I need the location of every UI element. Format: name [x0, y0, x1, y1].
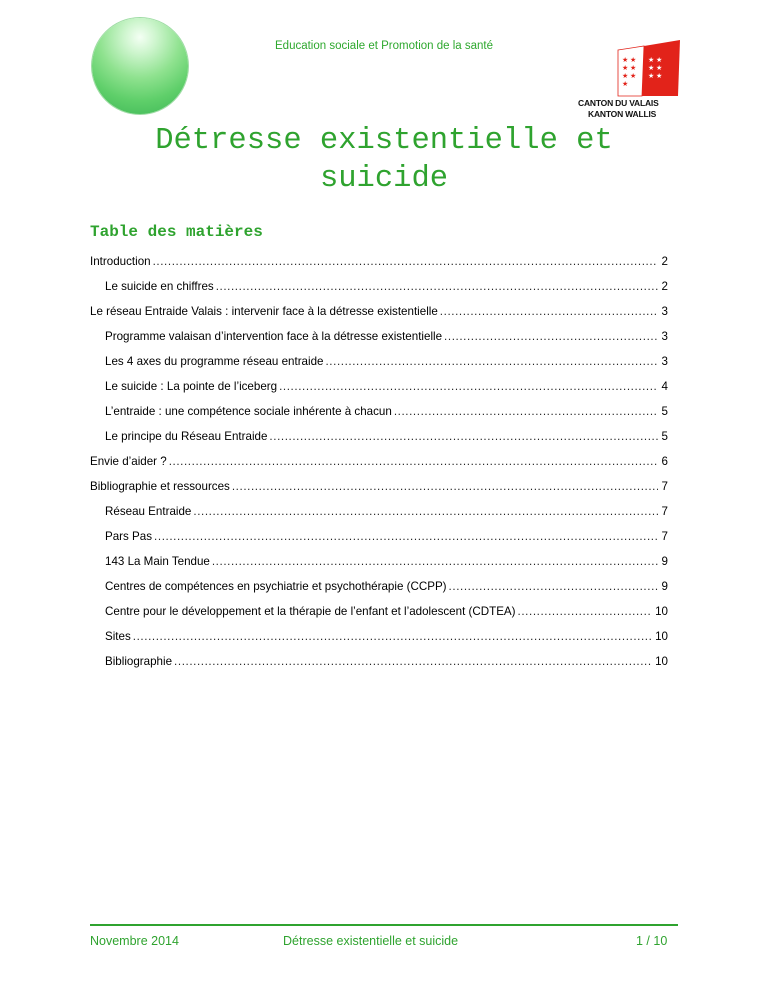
- toc-entry[interactable]: Pars Pas ..... 7: [105, 530, 668, 548]
- toc-entry[interactable]: Le suicide en chiffres ..... 2: [105, 280, 668, 298]
- svg-text:★: ★: [656, 56, 663, 64]
- document-title: [0, 122, 768, 198]
- toc-entry[interactable]: 143 La Main Tendue ..... 9: [105, 555, 668, 573]
- toc-entry[interactable]: Centre pour le développement et la thérapie de l’enfant et l’adolescent (CDTEA) ..... 10: [105, 605, 668, 623]
- svg-text:★: ★: [630, 64, 637, 72]
- logo-text-line1: CANTON DU VALAIS: [578, 98, 659, 108]
- svg-text:★: ★: [622, 56, 629, 64]
- canton-valais-logo: [578, 40, 684, 122]
- toc-entry[interactable]: Envie d’aider ? ..... 6: [90, 455, 668, 473]
- svg-text:★: ★: [622, 80, 629, 88]
- footer-title: Détresse existentielle et suicide: [283, 934, 459, 948]
- footer-page-number: 1 / 10: [636, 934, 668, 948]
- svg-text:★: ★: [648, 72, 655, 80]
- logo-text-line2: KANTON WALLIS: [588, 109, 657, 119]
- title-line-1: Détresse existentielle et: [155, 124, 613, 158]
- toc-heading: Table des matières: [90, 223, 263, 241]
- toc-entry[interactable]: L’entraide : une compétence sociale inhérente à chacun ..... 5: [105, 405, 668, 423]
- svg-text:★: ★: [630, 56, 637, 64]
- footer-divider: [90, 924, 678, 926]
- svg-text:★: ★: [648, 64, 655, 72]
- toc-entry[interactable]: Les 4 axes du programme réseau entraide ..... 3: [105, 355, 668, 373]
- decorative-green-sphere: [92, 18, 188, 114]
- title-line-2: suicide: [319, 162, 449, 196]
- toc-entry[interactable]: Bibliographie et ressources ..... 7: [90, 480, 668, 498]
- toc-entry[interactable]: Introduction ..... 2: [90, 255, 668, 273]
- svg-text:★: ★: [622, 72, 629, 80]
- toc-entry[interactable]: Bibliographie ..... 10: [105, 655, 668, 673]
- toc-entry[interactable]: Le réseau Entraide Valais : intervenir face à la détresse existentielle ..... 3: [90, 305, 668, 323]
- svg-text:★: ★: [622, 64, 629, 72]
- svg-text:★: ★: [656, 72, 663, 80]
- toc-entry[interactable]: Sites ..... 10: [105, 630, 668, 648]
- footer-date: Novembre 2014: [90, 934, 179, 948]
- toc-entry[interactable]: Réseau Entraide ..... 7: [105, 505, 668, 523]
- toc-entry[interactable]: Le suicide : La pointe de l’iceberg ..... 4: [105, 380, 668, 398]
- header-organization: Education sociale et Promotion de la santé: [275, 40, 493, 52]
- svg-text:★: ★: [648, 56, 655, 64]
- toc-entry[interactable]: Programme valaisan d’intervention face à la détresse existentielle ..... 3: [105, 330, 668, 348]
- toc-entry[interactable]: Le principe du Réseau Entraide ..... 5: [105, 430, 668, 448]
- svg-text:★: ★: [630, 72, 637, 80]
- toc-entry[interactable]: Centres de compétences en psychiatrie et psychothérapie (CCPP) ..... 9: [105, 580, 668, 598]
- svg-text:★: ★: [656, 64, 663, 72]
